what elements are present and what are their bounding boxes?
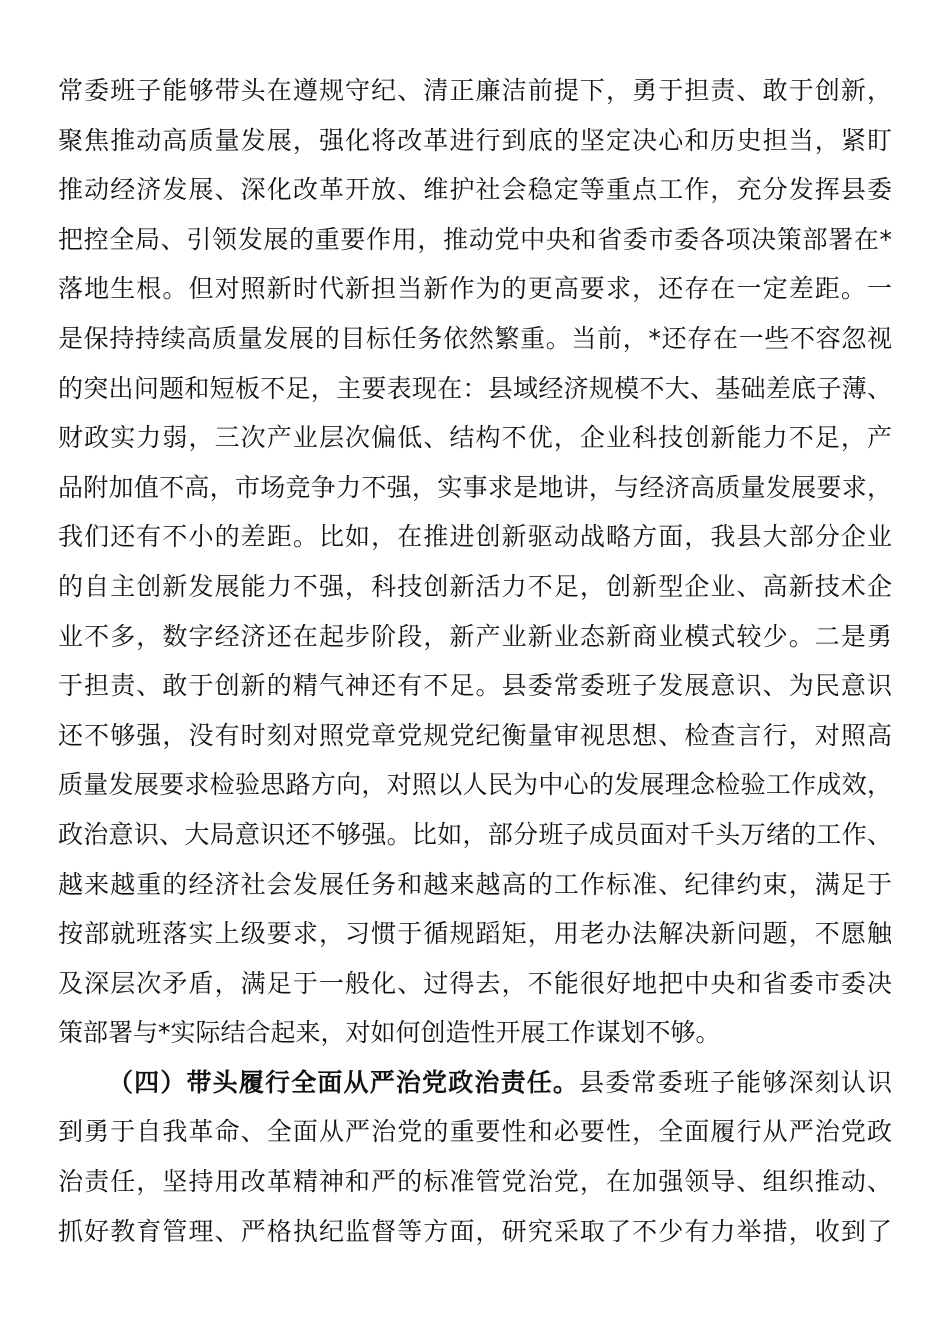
section-4-text: 县委常委班子能够深刻认识 [579,1067,892,1097]
text-line: 按部就班落实上级要求，习惯于循规蹈矩，用老办法解决新问题，不愿触 [58,919,892,949]
text-line: 推动经济发展、深化改革开放、维护社会稳定等重点工作，充分发挥县委 [58,175,892,205]
text-line: 常委班子能够带头在遵规守纪、清正廉洁前提下，勇于担责、敢于创新， [58,76,892,105]
text-line: 财政实力弱，三次产业层次偏低、结构不优，企业科技创新能力不足，产 [58,423,892,453]
text-line: 我们还有不小的差距。比如，在推进创新驱动战略方面，我县大部分企业 [58,522,892,552]
text-line: 业不多，数字经济还在起步阶段，新产业新业态新商业模式较少。二是勇 [58,621,892,651]
text-line: 治责任，坚持用改革精神和严的标准管党治党，在加强领导、组织推动、 [58,1167,892,1197]
text-line: 及深层次矛盾，满足于一般化、过得去，不能很好地把中央和省委市委决 [58,968,892,998]
text-line: 质量发展要求检验思路方向，对照以人民为中心的发展理念检验工作成效， [58,770,892,800]
text-line: 越来越重的经济社会发展任务和越来越高的工作标准、纪律约束，满足于 [58,869,892,899]
text-line: 的突出问题和短板不足，主要表现在：县域经济规模不大、基础差底子薄、 [58,373,892,403]
section-4-heading: （四）带头履行全面从严治党政治责任。 [108,1067,580,1097]
text-line: 抓好教育管理、严格执纪监督等方面，研究采取了不少有力举措，收到了 [58,1216,892,1246]
section-4-first-line [58,1058,892,1108]
text-line: 落地生根。但对照新时代新担当新作为的更高要求，还存在一定差距。一 [58,274,892,304]
text-line: 是保持持续高质量发展的目标任务依然繁重。当前，*还存在一些不容忽视 [58,323,892,353]
text-line: 策部署与*实际结合起来，对如何创造性开展工作谋划不够。 [58,1018,721,1048]
text-line: 于担责、敢于创新的精气神还有不足。县委常委班子发展意识、为民意识 [58,671,892,701]
text-line: 的自主创新发展能力不强，科技创新活力不足，创新型企业、高新技术企 [58,571,892,601]
text-line: 政治意识、大局意识还不够强。比如，部分班子成员面对千头万绪的工作、 [58,819,892,849]
body-text [58,66,892,1256]
text-line: 到勇于自我革命、全面从严治党的重要性和必要性，全面履行从严治党政 [58,1117,892,1147]
text-line: 把控全局、引领发展的重要作用，推动党中央和省委市委各项决策部署在* [58,224,892,254]
text-line: 还不够强，没有时刻对照党章党规党纪衡量审视思想、检查言行，对照高 [58,720,892,750]
text-line: 聚焦推动高质量发展，强化将改革进行到底的坚定决心和历史担当，紧盯 [58,125,892,155]
text-line: 品附加值不高，市场竞争力不强，实事求是地讲，与经济高质量发展要求， [58,472,892,502]
